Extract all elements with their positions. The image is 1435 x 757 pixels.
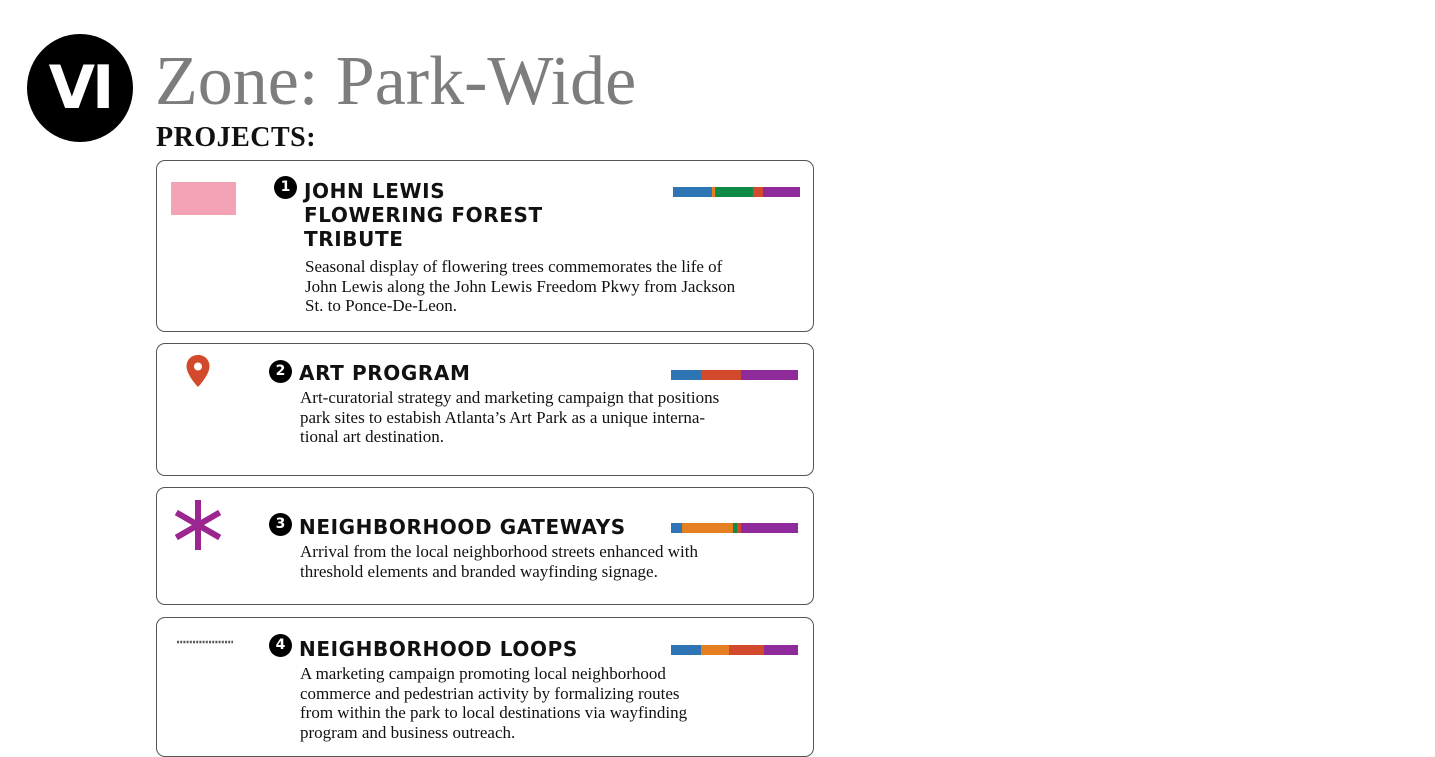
color-bar-segment xyxy=(753,187,763,197)
color-bar-segment xyxy=(764,645,798,655)
project-card-john-lewis xyxy=(156,160,814,332)
project-description: Arrival from the local neighborhood streets enhanced with threshold elements and branded wayfinding signage. xyxy=(300,542,698,581)
color-bar-segment xyxy=(671,370,701,380)
project-card-neighborhood-loops xyxy=(156,617,814,757)
project-number-badge: 1 xyxy=(274,176,297,199)
color-bar-segment xyxy=(671,523,682,533)
color-bar-segment xyxy=(673,187,712,197)
color-bar-segment xyxy=(682,523,733,533)
category-color-bar xyxy=(671,645,798,655)
project-number-badge: 3 xyxy=(269,513,292,536)
project-title: NEIGHBORHOOD LOOPS xyxy=(299,637,578,661)
category-color-bar xyxy=(673,187,800,197)
pink-rectangle-icon xyxy=(171,182,236,215)
project-description: A marketing campaign promoting local neighborhood commerce and pedestrian activity by formalizing routes from within the park to local destinations via wayfinding program and business outreach. xyxy=(300,664,688,742)
color-bar-segment xyxy=(741,370,798,380)
map-pin-icon xyxy=(185,354,211,388)
project-number-badge: 2 xyxy=(269,360,292,383)
projects-heading: PROJECTS: xyxy=(156,122,317,153)
project-title: ART PROGRAM xyxy=(299,361,471,385)
zone-title: Zone: Park-Wide xyxy=(155,43,637,120)
asterisk-icon xyxy=(171,498,225,552)
project-description: Art-curatorial strategy and marketing campaign that positions park sites to estabish Atlanta’s Art Park as a unique interna- tional art destination. xyxy=(300,388,720,446)
color-bar-segment xyxy=(715,187,753,197)
color-bar-segment xyxy=(701,645,729,655)
color-bar-segment xyxy=(701,370,740,380)
project-title: JOHN LEWIS FLOWERING FOREST TRIBUTE xyxy=(304,179,543,251)
project-number-badge: 4 xyxy=(269,634,292,657)
color-bar-segment xyxy=(763,187,800,197)
category-color-bar xyxy=(671,523,798,533)
project-description: Seasonal display of flowering trees commemorates the life of John Lewis along the John Lewis Freedom Pkwy from Jackson St. to Ponce-De-Leon. xyxy=(305,257,736,315)
color-bar-segment xyxy=(741,523,798,533)
project-card-art-program xyxy=(156,343,814,476)
color-bar-segment xyxy=(729,645,763,655)
project-card-neighborhood-gateways xyxy=(156,487,814,605)
category-color-bar xyxy=(671,370,798,380)
zone-number-badge: VI xyxy=(27,34,133,142)
color-bar-segment xyxy=(671,645,701,655)
project-title: NEIGHBORHOOD GATEWAYS xyxy=(299,515,626,539)
dotted-line-icon xyxy=(177,640,233,644)
